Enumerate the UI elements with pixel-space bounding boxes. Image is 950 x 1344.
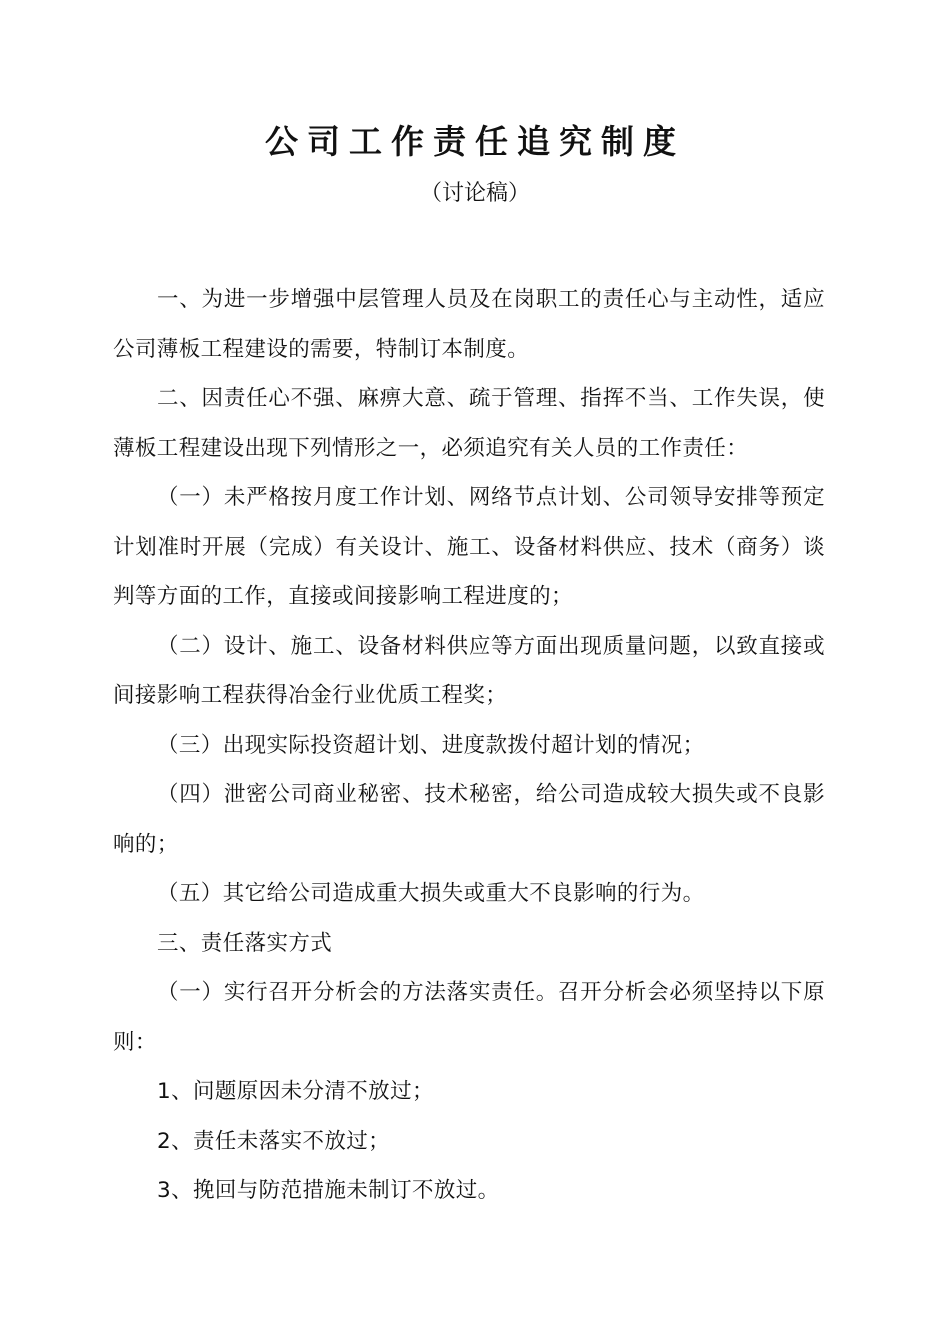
document-body — [113, 275, 825, 1216]
list-item-3: 3、挽回与防范措施未制订不放过。 — [157, 1178, 500, 1203]
paragraph-5: （三）出现实际投资超计划、进度款拨付超计划的情况； — [157, 732, 705, 758]
document-subtitle: （讨论稿） — [419, 181, 530, 206]
list-item-1: 1、问题原因未分清不放过； — [157, 1079, 434, 1104]
paragraph-1: 一、为进一步增强中层管理人员及在岗职工的责任心与主动性，适应公司薄板工程建设的需要，特制订本制度。 — [113, 287, 825, 362]
paragraph-9: （一）实行召开分析会的方法落实责任。召开分析会必须坚持以下原则： — [113, 980, 825, 1055]
paragraph-2: 二、因责任心不强、麻痹大意、疏于管理、指挥不当、工作失误，使薄板工程建设出现下列情形之一，必须追究有关人员的工作责任： — [113, 386, 825, 461]
document-title: 公司工作责任追究制度 — [265, 122, 685, 161]
paragraph-4: （二）设计、施工、设备材料供应等方面出现质量问题，以致直接或间接影响工程获得冶金行业优质工程奖； — [113, 633, 825, 708]
section-heading-3: 三、责任落实方式 — [157, 930, 333, 956]
paragraph-7: （五）其它给公司造成重大损失或重大不良影响的行为。 — [157, 881, 705, 906]
paragraph-3: （一）未严格按月度工作计划、网络节点计划、公司领导安排等预定计划准时开展（完成）有关设计、施工、设备材料供应、技术（商务）谈判等方面的工作，直接或间接影响工程进度的； — [113, 485, 825, 609]
list-item-2: 2、责任未落实不放过； — [157, 1128, 391, 1154]
paragraph-6: （四）泄密公司商业秘密、技术秘密，给公司造成较大损失或不良影响的； — [113, 782, 825, 857]
